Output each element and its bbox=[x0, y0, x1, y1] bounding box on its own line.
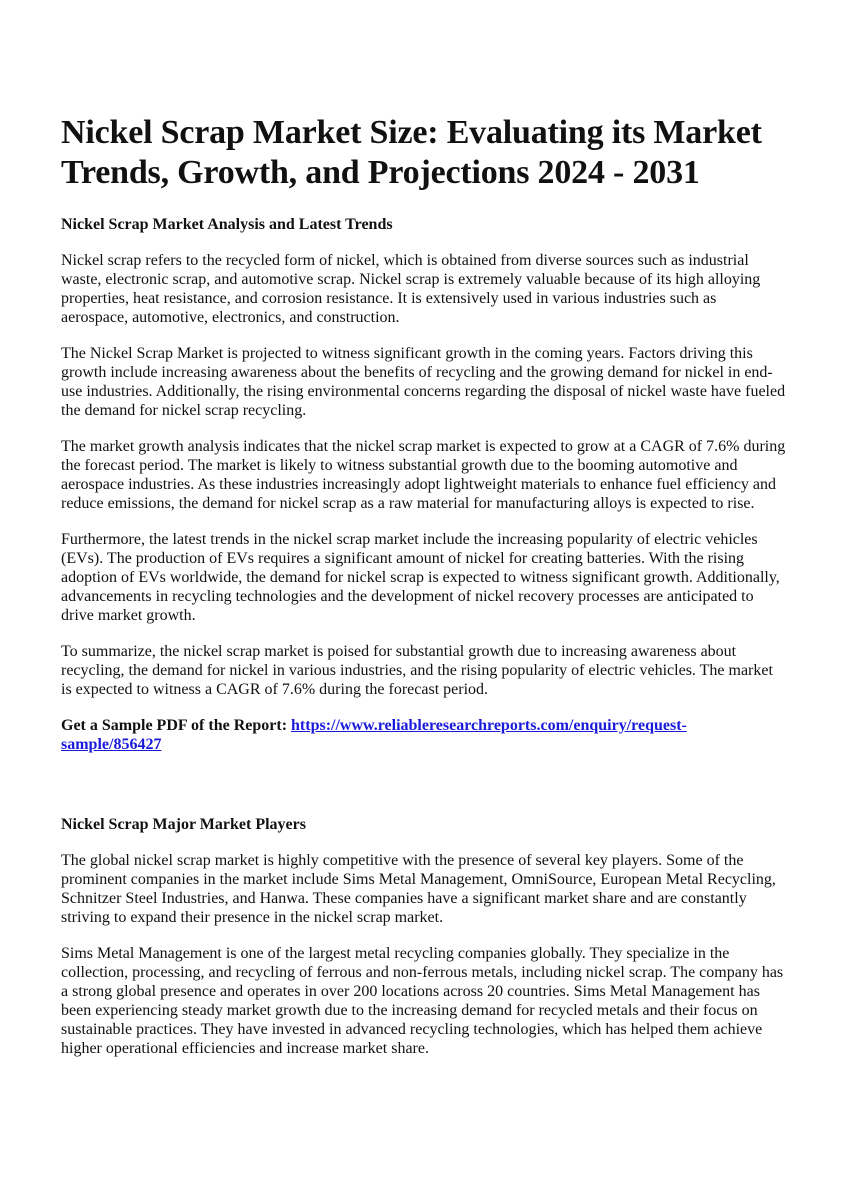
paragraph-summary: To summarize, the nickel scrap market is poised for substantial growth due to increasing awareness about recycling, the demand for nickel in various industries, and the rising popularity of electric vehicles. The market is expected to witness a CAGR of 7.6% during the forecast period. bbox=[61, 643, 773, 698]
document-title: Nickel Scrap Market Size: Evaluating its Market Trends, Growth, and Projections 2024 - 2031 bbox=[61, 114, 762, 191]
paragraph-growth-factors: The Nickel Scrap Market is projected to witness significant growth in the coming years. Factors driving this growth include increasing awareness about the benefits of recycling and the growing demand for nickel in end-use industries. Additionally, the rising environmental concerns regarding the disposal of nickel waste have fueled the demand for nickel scrap recycling. bbox=[61, 345, 786, 419]
paragraph-key-players: The global nickel scrap market is highly competitive with the presence of several key players. Some of the prominent companies in the market include Sims Metal Management, OmniSource, European Metal Recycling, Schnitzer Steel Industries, and Hanwa. These companies have a significant market share and are constantly striving to expand their presence in the nickel scrap market. bbox=[61, 852, 776, 926]
paragraph-sims-metal: Sims Metal Management is one of the largest metal recycling companies globally. They specialize in the collection, processing, and recycling of ferrous and non-ferrous metals, including nickel scrap. The company has a strong global presence and operates in over 200 locations across 20 countries. Sims Metal Management has been experiencing steady market growth due to the increasing demand for recycled metals and their focus on sustainable practices. They have invested in advanced recycling technologies, which has helped them achieve higher operational efficiencies and increase market share. bbox=[61, 945, 784, 1057]
section-market-players bbox=[61, 815, 786, 1058]
document-page bbox=[61, 113, 786, 1075]
section-heading: Nickel Scrap Major Market Players bbox=[61, 816, 306, 833]
sample-pdf-link[interactable]: https://www.reliableresearchreports.com/enquiry/request-sample/856427 bbox=[61, 717, 687, 753]
paragraph-cagr-analysis: The market growth analysis indicates that the nickel scrap market is expected to grow at a CAGR of 7.6% during the forecast period. The market is likely to witness substantial growth due to the booming automotive and aerospace industries. As these industries increasingly adopt lightweight materials to enhance fuel efficiency and reduce emissions, the demand for nickel scrap as a raw material for manufacturing alloys is expected to rise. bbox=[61, 438, 786, 512]
paragraph-ev-trends: Furthermore, the latest trends in the nickel scrap market include the increasing popularity of electric vehicles (EVs). The production of EVs requires a significant amount of nickel for creating batteries. With the rising adoption of EVs worldwide, the demand for nickel scrap is expected to witness significant growth. Additionally, advancements in recycling technologies and the development of nickel recovery processes are anticipated to drive market growth. bbox=[61, 531, 780, 624]
section-heading: Nickel Scrap Market Analysis and Latest Trends bbox=[61, 216, 393, 233]
section-spacer bbox=[61, 754, 786, 815]
paragraph-definition: Nickel scrap refers to the recycled form of nickel, which is obtained from diverse sources such as industrial waste, electronic scrap, and automotive scrap. Nickel scrap is extremely valuable because of its high alloying properties, heat resistance, and corrosion resistance. It is extensively used in various industries such as aerospace, automotive, electronics, and construction. bbox=[61, 252, 761, 326]
sample-pdf-line bbox=[61, 716, 786, 754]
section-analysis-trends bbox=[61, 215, 786, 754]
sample-pdf-label: Get a Sample PDF of the Report: bbox=[61, 717, 292, 734]
